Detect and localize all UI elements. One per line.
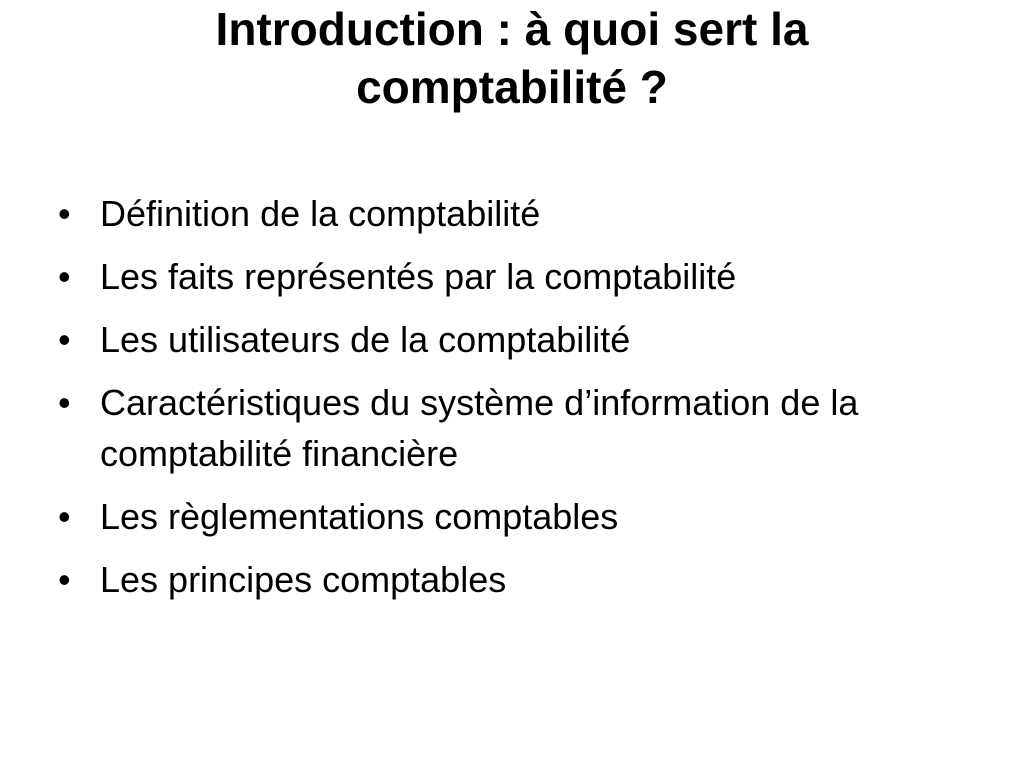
- bullet-icon: •: [58, 559, 71, 600]
- bullet-text: Les principes comptables: [100, 559, 507, 600]
- bullet-text: Définition de la comptabilité: [100, 193, 541, 234]
- bullet-item-definition: [58, 188, 978, 239]
- bullet-list: [58, 188, 978, 617]
- bullet-item-principes: [58, 554, 978, 605]
- bullet-icon: •: [58, 382, 71, 423]
- bullet-icon: •: [58, 319, 71, 360]
- bullet-text: Les faits représentés par la comptabilité: [100, 256, 737, 297]
- bullet-text: Caractéristiques du système d’information de la comptabilité financière: [100, 382, 859, 474]
- slide-title: Introduction : à quoi sert la comptabilité ?: [215, 3, 809, 113]
- bullet-text: Les utilisateurs de la comptabilité: [100, 319, 631, 360]
- bullet-item-reglementations: [58, 491, 978, 542]
- bullet-text: Les règlementations comptables: [100, 496, 619, 537]
- bullet-icon: •: [58, 193, 71, 234]
- bullet-item-utilisateurs: [58, 314, 978, 365]
- bullet-icon: •: [58, 496, 71, 537]
- bullet-item-faits: [58, 251, 978, 302]
- bullet-icon: •: [58, 256, 71, 297]
- bullet-item-caracteristiques: [58, 377, 978, 479]
